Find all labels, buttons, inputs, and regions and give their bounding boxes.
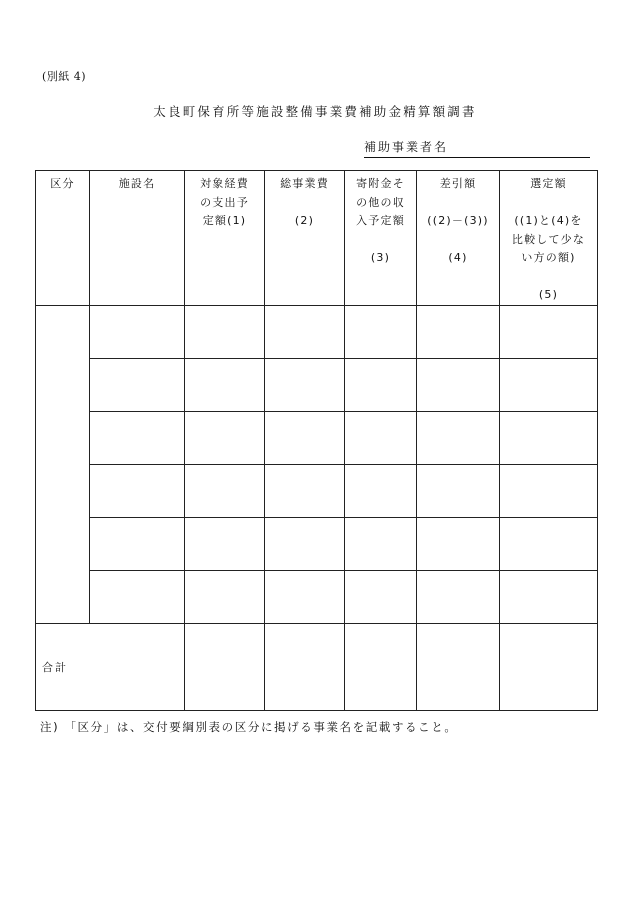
table-row xyxy=(36,358,598,411)
total-cell[interactable] xyxy=(417,623,500,710)
table-cell[interactable] xyxy=(345,517,417,570)
table-cell[interactable] xyxy=(417,358,500,411)
table-cell[interactable] xyxy=(345,570,417,623)
table-cell[interactable] xyxy=(185,305,265,358)
total-cell[interactable] xyxy=(500,623,598,710)
table-row xyxy=(36,570,598,623)
table-cell[interactable] xyxy=(345,411,417,464)
applicant-label: 補助事業者名 xyxy=(364,140,449,154)
header-sashihiki: 差引額 ((2)－(3)) (4) xyxy=(417,171,500,306)
table-cell[interactable] xyxy=(185,517,265,570)
table-cell[interactable] xyxy=(90,411,185,464)
header-sojigyo: 総事業費 (2) xyxy=(265,171,345,306)
table-cell[interactable] xyxy=(500,464,598,517)
settlement-table xyxy=(35,170,598,711)
total-label: 合計 xyxy=(36,623,185,710)
kubun-cell[interactable] xyxy=(36,305,90,623)
table-cell[interactable] xyxy=(265,464,345,517)
table-row xyxy=(36,517,598,570)
table-cell[interactable] xyxy=(185,570,265,623)
header-sentei: 選定額 ((1)と(4)を 比較して少な い方の額) (5) xyxy=(500,171,598,306)
table-cell[interactable] xyxy=(500,570,598,623)
table-cell[interactable] xyxy=(500,305,598,358)
table-cell[interactable] xyxy=(90,464,185,517)
table-cell[interactable] xyxy=(90,517,185,570)
table-cell[interactable] xyxy=(185,411,265,464)
document-title: 太良町保育所等施設整備事業費補助金精算額調書 xyxy=(153,104,477,119)
table-cell[interactable] xyxy=(417,570,500,623)
table-cell[interactable] xyxy=(345,305,417,358)
table-cell[interactable] xyxy=(417,411,500,464)
table-cell[interactable] xyxy=(500,411,598,464)
table-cell[interactable] xyxy=(345,464,417,517)
footnote: 注) 「区分」は、交付要綱別表の区分に掲げる事業名を記載すること。 xyxy=(40,720,458,734)
table-cell[interactable] xyxy=(345,358,417,411)
table-cell[interactable] xyxy=(417,305,500,358)
header-row xyxy=(36,171,598,306)
table-cell[interactable] xyxy=(265,411,345,464)
table-cell[interactable] xyxy=(265,305,345,358)
table-cell[interactable] xyxy=(90,358,185,411)
total-cell[interactable] xyxy=(345,623,417,710)
header-kubun: 区分 xyxy=(36,171,90,306)
table-cell[interactable] xyxy=(265,517,345,570)
table-cell[interactable] xyxy=(500,517,598,570)
table-row xyxy=(36,464,598,517)
table-cell[interactable] xyxy=(90,305,185,358)
attachment-label: (別紙 4) xyxy=(42,70,87,83)
header-taisho: 対象経費 の支出予 定額(1) xyxy=(185,171,265,306)
table-cell[interactable] xyxy=(265,358,345,411)
table-cell[interactable] xyxy=(417,517,500,570)
header-kifukin: 寄附金そ の他の収 入予定額 (3) xyxy=(345,171,417,306)
table-cell[interactable] xyxy=(265,570,345,623)
total-cell[interactable] xyxy=(185,623,265,710)
total-row xyxy=(36,623,598,710)
header-shisetsu: 施設名 xyxy=(90,171,185,306)
applicant-field[interactable] xyxy=(364,138,590,158)
table-row xyxy=(36,305,598,358)
table-cell[interactable] xyxy=(500,358,598,411)
table-cell[interactable] xyxy=(417,464,500,517)
table-cell[interactable] xyxy=(185,358,265,411)
table-cell[interactable] xyxy=(185,464,265,517)
table-row xyxy=(36,411,598,464)
total-cell[interactable] xyxy=(265,623,345,710)
table-cell[interactable] xyxy=(90,570,185,623)
